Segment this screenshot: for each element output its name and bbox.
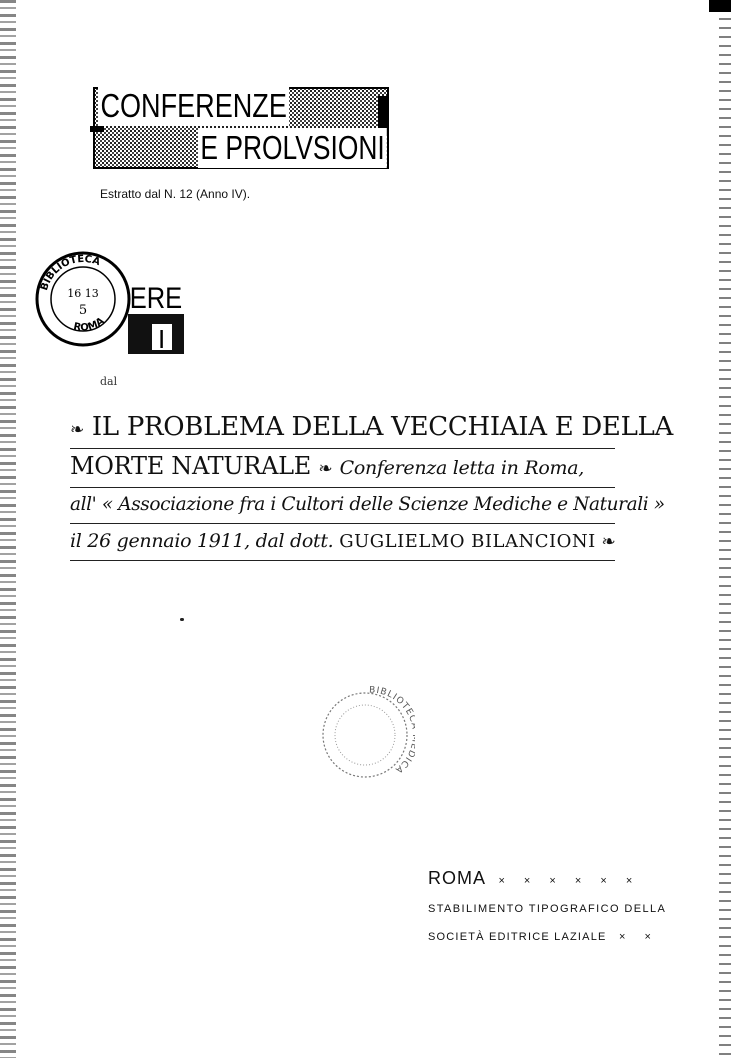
title-line-3: all' « Associazione fra i Cultori delle Scienze Mediche e Naturali »: [70, 488, 615, 524]
scan-edge-left: [0, 0, 16, 1058]
partial-fragment-top: ERE: [129, 281, 183, 315]
imprint-society-stars: × ×: [619, 931, 659, 943]
stamp-number-top: 16 13: [67, 287, 99, 300]
title-line-1: [70, 410, 673, 449]
ink-speck: [180, 618, 184, 621]
imprint-society-row: [428, 927, 659, 945]
imprint-city: ROMA: [428, 868, 486, 888]
fragment-text: dal: [100, 375, 118, 388]
title-subtitle: Conferenza letta in Roma,: [339, 457, 584, 479]
title-block: [70, 410, 673, 561]
imprint-society: SOCIETÀ EDITRICE LAZIALE: [428, 931, 607, 943]
library-stamp: [34, 250, 132, 348]
svg-text:ROMA: [72, 316, 106, 334]
imprint: [428, 868, 667, 955]
stamp-city: ROMA: [72, 315, 107, 334]
ornament-leaf-icon: ❧: [70, 420, 84, 440]
ornament-leaf-icon-2: ❧: [318, 459, 333, 479]
imprint-city-stars: × × × × × ×: [498, 875, 641, 887]
partial-fragment-bottom: I: [158, 324, 166, 354]
faded-stamp-ring-text: BIBLIOTE ICA: [368, 685, 415, 776]
title-line-4: [70, 524, 615, 561]
imprint-printer-row: [428, 899, 667, 917]
svg-text:BIBLIOTECA MEDICA: [369, 685, 415, 775]
imprint-printer: STABILIMENTO TIPOGRAFICO DELLA: [428, 903, 667, 915]
title-main: IL PROBLEMA DELLA VECCHIAIA E DELLA: [91, 412, 673, 442]
title-line-2: [70, 449, 615, 488]
series-title-line2: E PROLVSIONI: [198, 128, 387, 168]
partial-banner: [128, 268, 184, 360]
author-name: GUGLIELMO BILANCIONI: [339, 531, 596, 552]
series-title-line1: CONFERENZE: [98, 86, 289, 126]
title-main-2: MORTE NATURALE: [70, 452, 311, 480]
scan-corner: [709, 0, 731, 12]
scan-edge-right: [719, 0, 731, 1058]
ornament-leaf-icon-3: ❧: [601, 532, 616, 552]
extract-note: Estratto dal N. 12 (Anno IV).: [100, 187, 251, 201]
stamp-number-bottom: 5: [78, 303, 88, 318]
stamp-ring-text: BIBLIOTECA: [39, 253, 102, 292]
imprint-city-row: [428, 868, 648, 889]
title-date: il 26 gennaio 1911, dal dott.: [70, 530, 334, 552]
series-banner: [90, 86, 392, 172]
library-stamp-faded: [315, 685, 415, 785]
